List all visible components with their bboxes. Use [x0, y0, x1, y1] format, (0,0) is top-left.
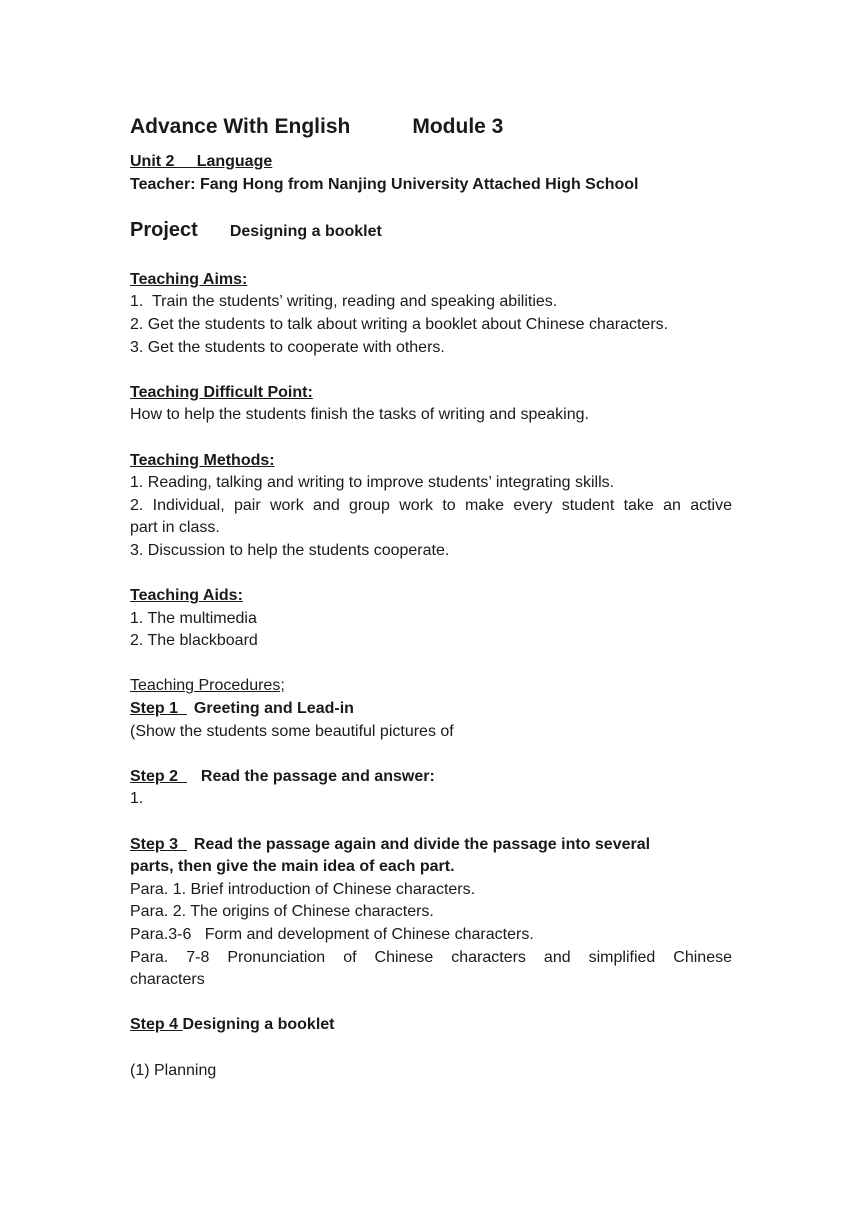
step4-title: Designing a booklet [182, 1016, 335, 1034]
aids-item: 1. The multimedia [130, 609, 257, 627]
aims-item: 1. Train the students’ writing, reading and speaking abilities. [130, 293, 558, 311]
aims-item: 2. Get the students to talk about writing a booklet about Chinese characters. [130, 315, 669, 333]
document-page [130, 113, 732, 1082]
methods-item: 1. Reading, talking and writing to improve students’ integrating skills. [130, 474, 615, 492]
aids-heading: Teaching Aids: [130, 587, 243, 605]
aids-item: 2. The blackboard [130, 632, 258, 650]
step3-label: Step 3 [130, 835, 179, 853]
aims-heading: Teaching Aims: [130, 270, 248, 288]
step4-text: (1) Planning [130, 1061, 217, 1079]
unit-name: Language [196, 153, 273, 170]
spacer [130, 811, 732, 834]
document-title-row [130, 113, 732, 141]
spacer [130, 246, 732, 269]
unit-line [130, 151, 732, 174]
spacer [130, 653, 732, 676]
step2-text: 1. [130, 790, 144, 808]
unit-label: Unit 2 [130, 153, 175, 170]
methods-item: 2. Individual, pair work and group work to make every student take an active [130, 496, 732, 514]
spacer [130, 427, 732, 450]
teacher-line: Teacher: Fang Hong from Nanjing University Attached High School [130, 175, 639, 193]
project-subtitle: Designing a booklet [229, 223, 382, 241]
step1-title: Greeting and Lead-in [193, 700, 354, 718]
difficult-heading: Teaching Difficult Point: [130, 383, 313, 401]
spacer [130, 1037, 732, 1060]
step1-heading [130, 698, 732, 721]
project-heading [130, 216, 732, 246]
step1-text: (Show the students some beautiful pictures of [130, 722, 454, 740]
step3-para: Para.3-6 Form and development of Chinese characters. [130, 926, 534, 943]
spacer [130, 743, 732, 766]
step2-label: Step 2 [130, 767, 179, 785]
spacer [130, 563, 732, 586]
methods-item: 3. Discussion to help the students cooperate. [130, 541, 450, 559]
step3-heading [130, 834, 732, 857]
spacer [130, 992, 732, 1015]
procedures-heading: Teaching Procedures; [130, 677, 285, 695]
step3-para-continuation: characters [130, 971, 205, 989]
step2-heading [130, 766, 732, 789]
step3-para: Para. 1. Brief introduction of Chinese characters. [130, 880, 476, 898]
step3-para: Para. 2. The origins of Chinese characters. [130, 903, 434, 921]
methods-heading: Teaching Methods: [130, 451, 275, 469]
methods-item-continuation: part in class. [130, 519, 220, 537]
step3-title-continuation: parts, then give the main idea of each part. [130, 858, 455, 876]
aims-item: 3. Get the students to cooperate with others. [130, 338, 445, 356]
document-title: Advance With English [130, 115, 351, 138]
project-label: Project [130, 219, 198, 242]
step4-heading [130, 1014, 732, 1037]
step2-title: Read the passage and answer: [200, 767, 435, 785]
difficult-text: How to help the students finish the tasks of writing and speaking. [130, 406, 589, 424]
step3-para: Para. 7-8 Pronunciation of Chinese characters and simplified Chinese [130, 948, 732, 966]
spacer [130, 359, 732, 382]
step1-label: Step 1 [130, 700, 179, 718]
module-label: Module 3 [412, 115, 504, 138]
step3-title: Read the passage again and divide the passage into several [193, 835, 651, 853]
step4-label: Step 4 [130, 1016, 179, 1034]
